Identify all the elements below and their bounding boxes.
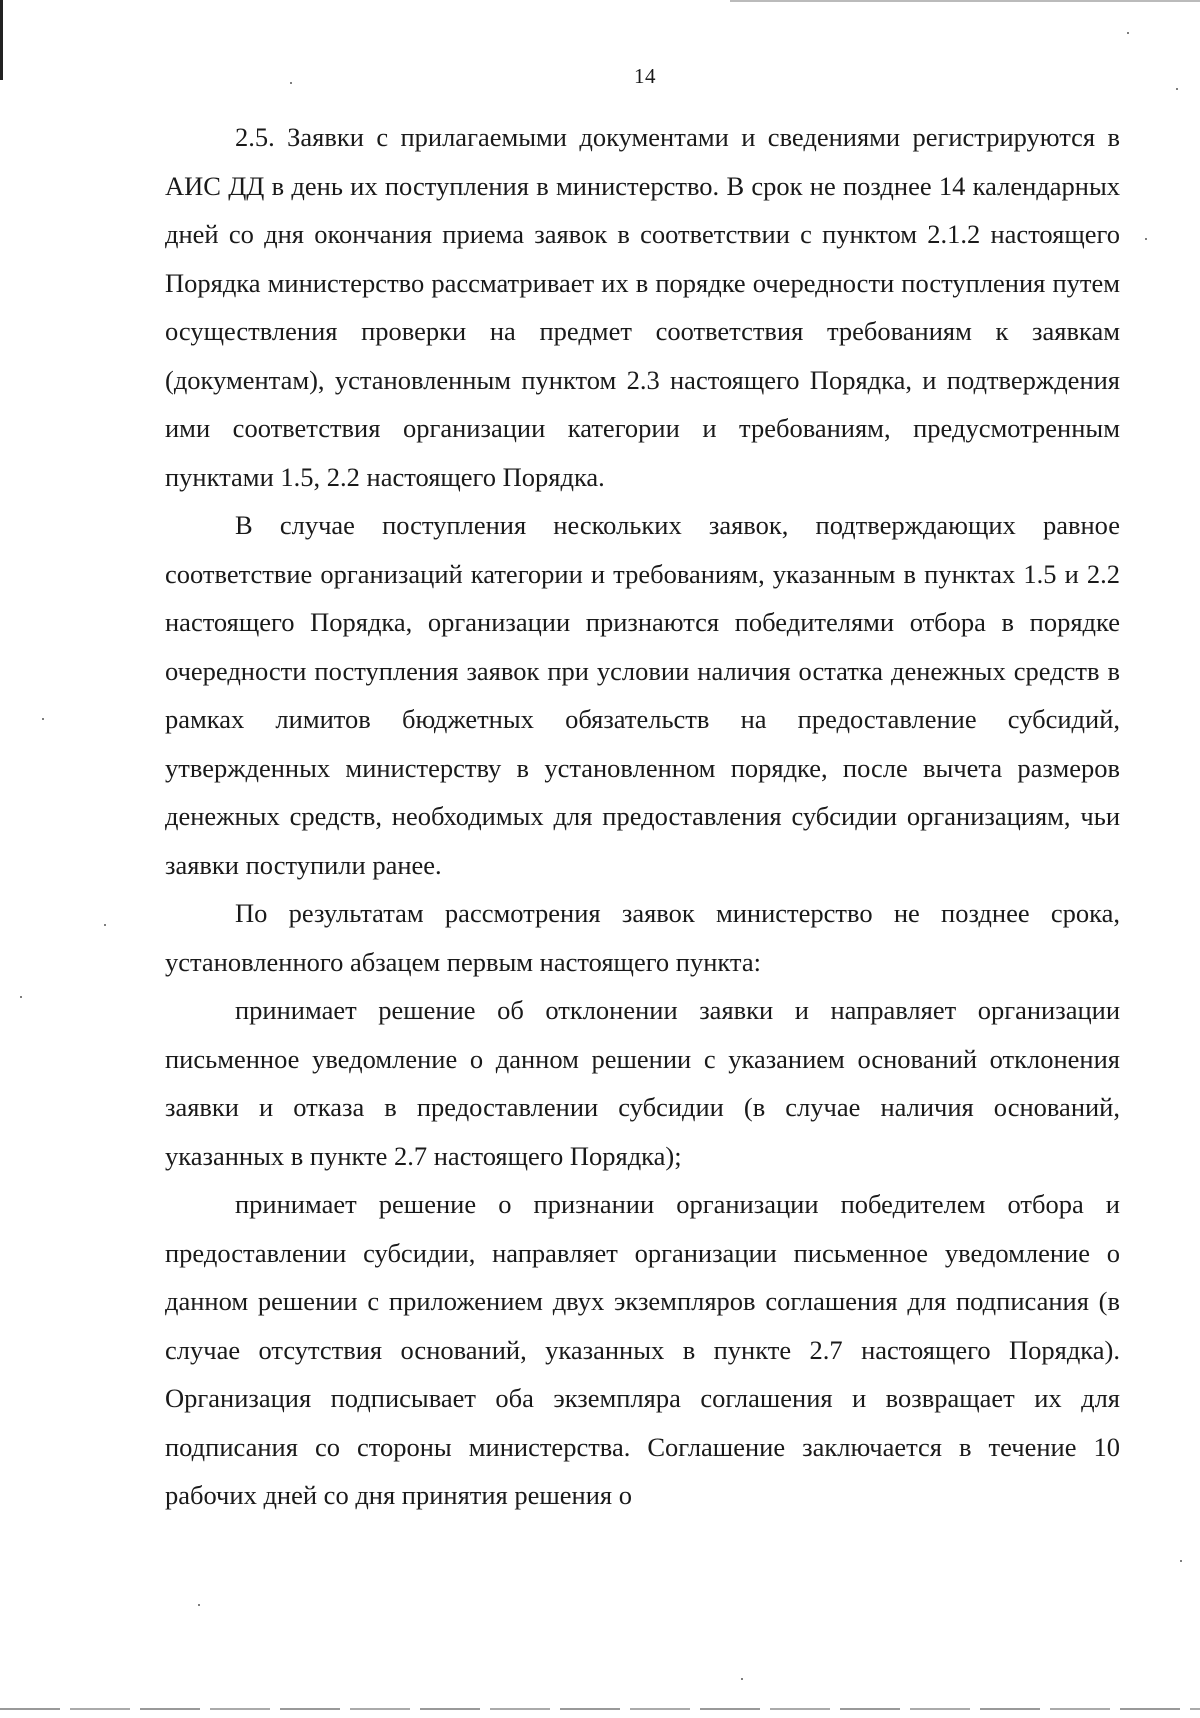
paragraph-winner-decision: принимает решение о признании организации победителем отбора и предоставлении субсидии, направляет организации письменное уведомление о данном решении с приложением двух экземпляров соглашения для подписания (в случае отсутствия оснований, указанных в пункте 2.7 настоящего Порядка). Организация подписывает оба экземпляра соглашения и возвращает их для подписания со стороны министерства. Соглашение заключается в течение 10 рабочих дней со дня принятия решения о (165, 1189, 1120, 1510)
scan-speck (741, 1678, 743, 1680)
scan-speck (1180, 1560, 1182, 1562)
page-number: 14 (634, 64, 656, 88)
paragraph-multiple-applications: В случае поступления нескольких заявок, подтверждающих равное соответствие организаций категории и требованиям, указанным в пунктах 1.5 и 2.2 настоящего Порядка, организации признаются победителями отбора в порядке очередности поступления заявок при условии наличия остатка денежных средств в рамках лимитов бюджетных обязательств на предоставление субсидий, утвержденных министерству в установленном порядке, после вычета размеров денежных средств, необходимых для предоставления субсидии организациям, чьи заявки поступили ранее. (165, 510, 1120, 880)
paragraph-rejection-decision: принимает решение об отклонении заявки и направляет организации письменное уведомление о данном решении с указанием оснований отклонения заявки и отказа в предоставлении субсидии (в случае наличия оснований, указанных в пункте 2.7 настоящего Порядка); (165, 995, 1120, 1171)
scan-edge-bottom (0, 1708, 1200, 1710)
scan-speck (198, 1604, 200, 1606)
scan-speck (42, 718, 44, 720)
paragraph-2-5: 2.5. Заявки с прилагаемыми документами и сведениями регистрируются в АИС ДД в день их поступления в министерство. В срок не позднее 14 календарных дней со дня окончания приема заявок в соответствии с пунктом 2.1.2 настоящего Порядка министерство рассматривает их в порядке очередности поступления путем осуществления проверки на предмет соответствия требованиям к заявкам (документам), установленным пунктом 2.3 настоящего Порядка, и подтверждения ими соответствия организации категории и требованиям, предусмотренным пунктами 1.5, 2.2 настоящего Порядка. (165, 122, 1120, 492)
scan-speck (1127, 32, 1129, 34)
scan-speck (1145, 238, 1147, 240)
scan-edge-top (730, 0, 1200, 2)
document-body (165, 113, 1120, 1520)
paragraph-review-results: По результатам рассмотрения заявок министерство не позднее срока, установленного абзацем первым настоящего пункта: (165, 898, 1120, 977)
scan-speck (104, 924, 106, 926)
scan-speck (20, 996, 22, 998)
